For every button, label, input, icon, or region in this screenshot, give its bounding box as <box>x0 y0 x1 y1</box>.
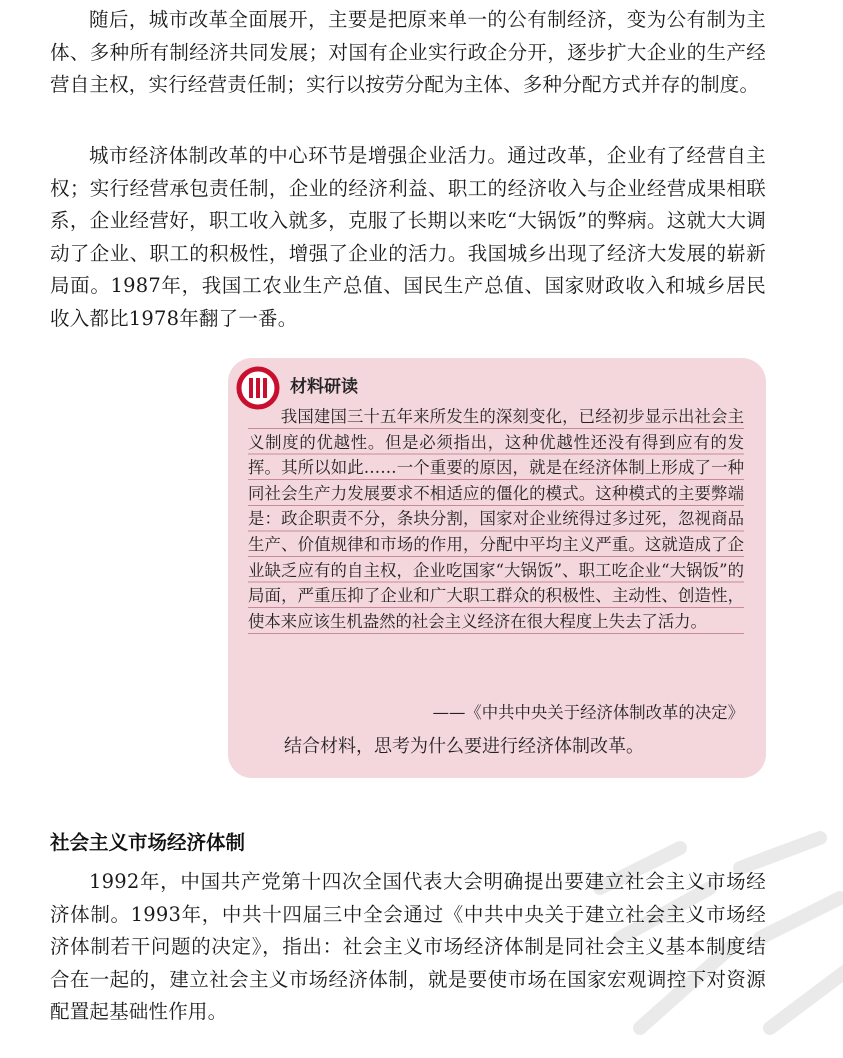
material-source: ——《中共中央关于经济体制改革的决定》 <box>432 703 744 722</box>
paragraph-market-economy: 1992年，中国共产党第十四次全国代表大会明确提出要建立社会主义市场经济体制。1993年，中共十四届三中全会通过《中共中央关于建立社会主义市场经济体制若干问题的决定》，指出：社会主义市场经济体制是同社会主义基本制度结合在一起的，建立社会主义市场经济体制，就是要使市场在国家宏观调控下对资源配置起基础性作用。 <box>50 870 766 1024</box>
material-box-title: 材料研读 <box>290 377 358 397</box>
material-reading-box <box>228 358 766 778</box>
paragraph-urban-reform: 随后，城市改革全面展开，主要是把原来单一的公有制经济，变为公有制为主体、多种所有制经济共同发展；对国有企业实行政企分开，逐步扩大企业的生产经营自主权，实行经营责任制；实行以按劳分配为主体、多种分配方式并存的制度。 <box>50 8 766 97</box>
section-heading: 社会主义市场经济体制 <box>50 831 246 854</box>
paragraph-enterprise-vitality: 城市经济体制改革的中心环节是增强企业活力。通过改革，企业有了经营自主权；实行经营承包责任制，企业的经济利益、职工的经济收入与企业经营成果相联系，企业经营好，职工收入就多，克服了长期以来吃“大锅饭”的弊病。这就大大调动了企业、职工的积极性，增强了企业的活力。我国城乡出现了经济大发展的崭新局面。1987年，我国工农业生产总值、国民生产总值、国家财政收入和城乡居民收入都比1978年翻了一番。 <box>50 144 766 330</box>
material-question: 结合材料，思考为什么要进行经济体制改革。 <box>284 736 644 757</box>
material-quote: 我国建国三十五年来所发生的深刻变化，已经初步显示出社会主义制度的优越性。但是必须指出，这种优越性还没有得到应有的发挥。其所以如此……一个重要的原因，就是在经济体制上形成了一种同社会生产力发展要求不相适应的僵化的模式。这种模式的主要弊端是：政企职责不分，条块分割，国家对企业统得过多过死，忽视商品生产、价值规律和市场的作用，分配中平均主义严重。这就造成了企业缺乏应有的自主权，企业吃国家“大锅饭”、职工吃企业“大锅饭”的局面，严重压抑了企业和广大职工群众的积极性、主动性、创造性，使本来应该生机盎然的社会主义经济在很大程度上失去了活力。 <box>248 404 744 634</box>
